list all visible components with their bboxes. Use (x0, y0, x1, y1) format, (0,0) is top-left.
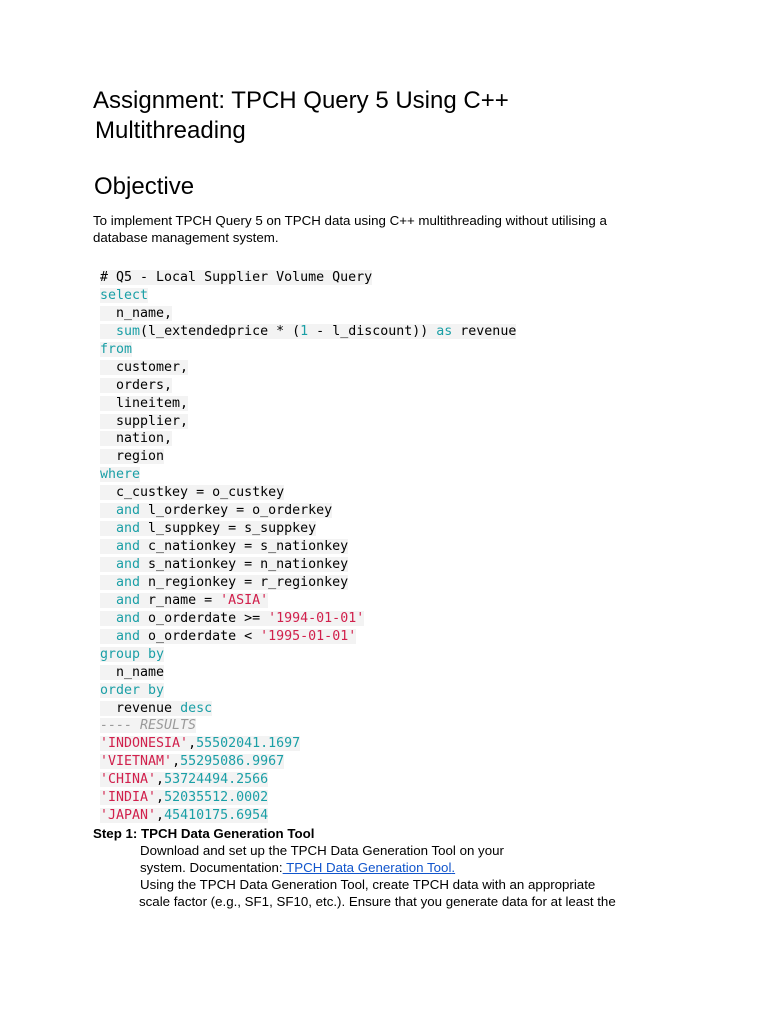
code-token: 1 (300, 323, 309, 339)
code-line (100, 377, 516, 395)
code-token (100, 629, 116, 644)
code-token: order by (100, 682, 165, 698)
code-token: n_name, (100, 305, 173, 321)
code-line (100, 735, 516, 753)
code-line (100, 323, 516, 341)
code-token: lineitem, (100, 395, 189, 411)
step1-line-3: Using the TPCH Data Generation Tool, create TPCH data with an appropriate (140, 877, 596, 892)
code-token: o_orderdate >= (140, 610, 269, 626)
code-token: 55502041.1697 (196, 736, 301, 752)
code-token (100, 557, 116, 572)
code-token (100, 521, 116, 536)
code-line (100, 484, 516, 502)
code-token: n_regionkey = r_regionkey (140, 574, 349, 590)
code-token: , (156, 790, 165, 806)
code-token: and (116, 539, 141, 555)
code-token: 45410175.6954 (164, 808, 269, 824)
code-token: o_orderdate < (140, 628, 261, 644)
code-token: , (156, 808, 165, 824)
code-token: 'VIETNAM' (100, 754, 173, 770)
code-token: and (116, 628, 141, 644)
code-line (100, 753, 516, 771)
code-line (100, 592, 516, 610)
code-line (100, 700, 516, 718)
code-token: # Q5 - Local Supplier Volume Query (100, 270, 373, 285)
code-token: and (116, 503, 141, 519)
code-token: orders, (100, 377, 173, 393)
step1-doc-prefix: system. Documentation: (140, 860, 283, 875)
code-token: r_name = (140, 592, 221, 608)
code-token (100, 503, 116, 518)
code-token: where (100, 467, 141, 483)
code-line (100, 287, 516, 305)
code-line (100, 359, 516, 377)
code-line (100, 448, 516, 466)
code-token: revenue (100, 700, 181, 716)
code-token: 'JAPAN' (100, 808, 157, 824)
code-token: select (100, 287, 149, 303)
code-line (100, 305, 516, 323)
code-line (100, 502, 516, 520)
step1-line-1: Download and set up the TPCH Data Generation Tool on your (140, 843, 504, 858)
code-line (100, 538, 516, 556)
code-token: and (116, 610, 141, 626)
title-line-2: Multithreading (95, 117, 246, 144)
code-token: group by (100, 646, 165, 662)
code-line (100, 628, 516, 646)
tpch-tool-link[interactable]: TPCH Data Generation Tool (282, 860, 452, 875)
code-line (100, 717, 516, 735)
code-line (100, 771, 516, 789)
code-token: l_suppkey = s_suppkey (140, 521, 317, 537)
code-line (100, 807, 516, 825)
code-line (100, 269, 516, 287)
code-token: 'ASIA' (220, 592, 269, 608)
code-token: s_nationkey = n_nationkey (140, 557, 349, 572)
code-token: , (188, 736, 197, 752)
code-token: 'INDONESIA' (100, 736, 189, 752)
sql-code-block (100, 269, 516, 825)
code-line (100, 341, 516, 359)
code-line (100, 646, 516, 664)
code-token: l_orderkey = o_orderkey (140, 503, 333, 519)
code-token: , (156, 772, 165, 788)
code-token: - l_discount)) (308, 323, 437, 339)
code-token: as (436, 323, 453, 339)
step1-body (140, 842, 660, 910)
code-token: 'CHINA' (100, 772, 157, 788)
code-token: and (116, 592, 141, 608)
code-token: c_nationkey = s_nationkey (140, 539, 349, 555)
code-token: 55295086.9967 (180, 754, 285, 770)
code-token (100, 324, 116, 339)
step1-line-2 (140, 859, 660, 876)
code-token: '1994-01-01' (268, 610, 365, 626)
code-line (100, 574, 516, 592)
code-line (100, 556, 516, 574)
code-token: and (116, 521, 141, 537)
code-token: revenue (452, 323, 517, 339)
code-token (100, 611, 116, 626)
code-token: nation, (100, 431, 173, 447)
code-line (100, 789, 516, 807)
code-token: and (116, 557, 141, 572)
code-token: from (100, 341, 133, 357)
code-token: desc (180, 700, 213, 716)
code-token: 53724494.2566 (164, 772, 269, 788)
code-line (100, 610, 516, 628)
page-title (93, 86, 653, 146)
objective-heading: Objective (94, 173, 195, 200)
code-token: ---- RESULTS (100, 718, 197, 734)
code-line (100, 395, 516, 413)
step1-heading: Step 1: TPCH Data Generation Tool (93, 826, 315, 841)
code-token (100, 539, 116, 554)
code-line (100, 682, 516, 700)
code-token: 'INDIA' (100, 790, 157, 806)
code-token: c_custkey = o_custkey (100, 485, 285, 501)
code-token: customer, (100, 359, 189, 375)
step1-line-4: scale factor (e.g., SF1, SF10, etc.). Ensure that you generate data for at least the (139, 894, 616, 909)
code-token: region (100, 449, 165, 465)
code-token: supplier, (100, 413, 189, 429)
code-line (100, 413, 516, 431)
code-token: '1995-01-01' (260, 628, 357, 644)
code-token (100, 575, 116, 590)
code-line (100, 520, 516, 538)
code-token: (l_extendedprice * ( (140, 323, 301, 339)
code-token: sum (116, 323, 141, 339)
objective-text: To implement TPCH Query 5 on TPCH data using C++ multithreading without utilising a database management system. (93, 213, 607, 245)
code-line (100, 430, 516, 448)
code-line (100, 664, 516, 682)
title-line-1: Assignment: TPCH Query 5 Using C++ (93, 87, 509, 114)
code-token (100, 593, 116, 608)
code-token: , (172, 754, 181, 770)
tpch-tool-link-suffix[interactable]: . (451, 860, 456, 875)
code-token: n_name (100, 664, 165, 680)
code-token: 52035512.0002 (164, 790, 269, 806)
code-token: and (116, 574, 141, 590)
code-line (100, 466, 516, 484)
